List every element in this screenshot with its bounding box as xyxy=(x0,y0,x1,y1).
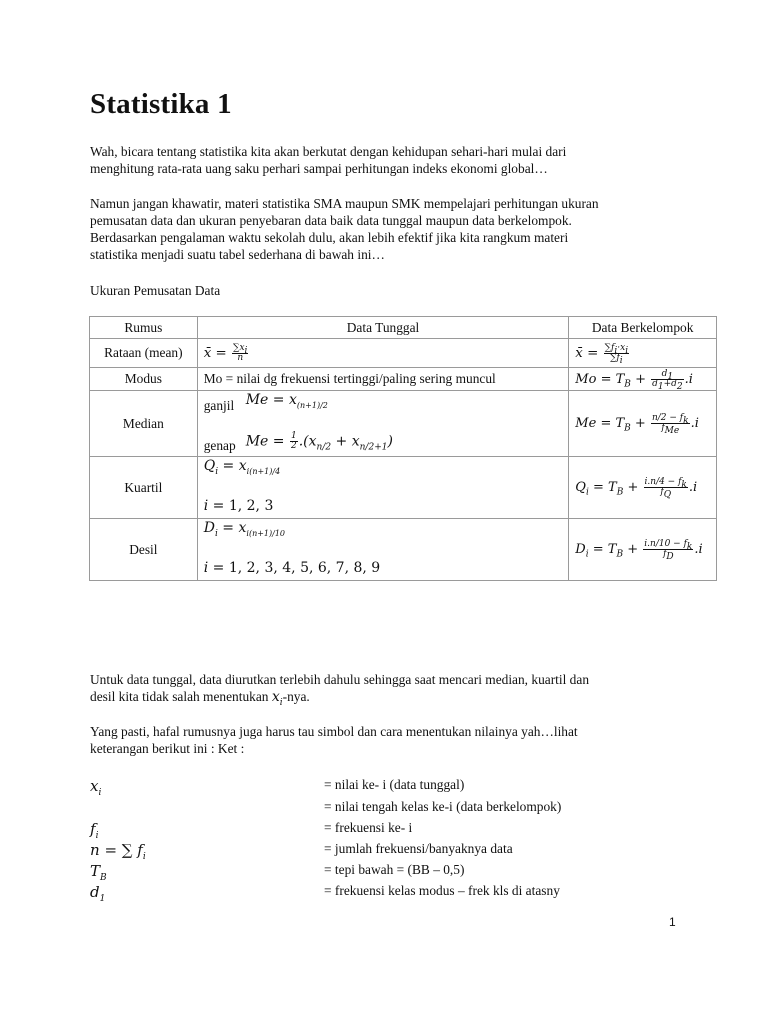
table-header-row xyxy=(90,317,717,339)
mean-tunggal-formula: x̄ = $\frac{\sum x_i}{n}$ xyxy=(197,339,569,368)
keterangan-row xyxy=(90,820,710,840)
formula-table xyxy=(89,316,717,581)
keterangan-desc: = tepi bawah = (BB – 0,5) xyxy=(324,862,465,877)
page-number: 1 xyxy=(669,915,676,929)
keterangan-desc: = frekuensi kelas modus – frek kls di atasny xyxy=(324,883,560,898)
fourth-line-2: keterangan berikut ini : Ket : xyxy=(90,741,245,756)
second-line-2: pemusatan data dan ukuran penyebaran data baik data tunggal maupun data berkelompok. xyxy=(90,213,572,228)
mean-label: Rataan (mean) xyxy=(90,339,198,368)
table-row-median xyxy=(90,391,717,457)
median-genap-label: genap xyxy=(203,438,236,453)
third-line-1: Untuk data tunggal, data diurutkan terlebih dahulu sehingga saat mencari median, kuartil dan xyxy=(90,672,590,687)
keterangan-desc: = nilai ke- i (data tunggal) xyxy=(324,777,465,792)
table-row-kuartil xyxy=(90,457,717,519)
intro-line-2: menghitung rata-rata uang saku perhari sampai perhitungan indeks ekonomi global… xyxy=(90,161,548,176)
keterangan-desc: = nilai tengah kelas ke-i (data berkelompok) xyxy=(324,799,562,814)
fourth-paragraph xyxy=(90,723,690,757)
mean-kelompok-formula: x̄ = $\frac{\sum f_i\cdot x_i}{\sum f_i}$ xyxy=(569,339,717,368)
section-subheading: Ukuran Pemusatan Data xyxy=(90,283,221,298)
third-line-2-pre: desil kita tidak salah menentukan xyxy=(90,689,272,704)
keterangan-desc: = frekuensi ke- i xyxy=(324,820,413,835)
keterangan-row xyxy=(90,862,710,882)
median-label: Median xyxy=(90,391,198,457)
modus-kelompok-formula: $Mo = T_B$ + $\frac{d_1}{d_1+d_2}$ .i xyxy=(569,368,717,391)
keterangan-row xyxy=(90,799,710,819)
keterangan-row xyxy=(90,841,710,861)
keterangan-desc: = jumlah frekuensi/banyaknya data xyxy=(324,841,513,856)
page-title: Statistika 1 xyxy=(90,88,232,120)
third-paragraph: Untuk data tunggal, data diurutkan terlebih dahulu sehingga saat mencari median, kuartil dan desil kita tidak salah menentukan $x_i$-nya. xyxy=(90,672,590,708)
symbol-d1: $d_1$ xyxy=(90,883,106,904)
header-rumus: Rumus xyxy=(90,317,198,339)
intro-line-1: Wah, bicara tentang statistika kita akan berkutat dengan kehidupan sehari-hari mulai dari xyxy=(90,144,567,159)
desil-kelompok-formula: $D_i = T_B$ + $\frac{i.n/10 - f_k}{f_D}$ .i xyxy=(569,519,717,581)
keterangan-row xyxy=(90,777,710,797)
header-data-tunggal: Data Tunggal xyxy=(197,317,569,339)
desil-label: Desil xyxy=(90,519,198,581)
third-line-2-post: -nya. xyxy=(282,689,310,704)
second-line-4: statistika menjadi suatu tabel sederhana di bawah ini… xyxy=(90,247,385,262)
desil-tunggal-formula: $D_i = x_{i(n+1)/10}$ i = 1, 2, 3, 4, 5, 6, 7, 8, 9 xyxy=(197,519,569,581)
fourth-line-1: Yang pasti, hafal rumusnya juga harus tau simbol dan cara menentukan nilainya yah…lihat xyxy=(90,724,578,739)
table-row-desil xyxy=(90,519,717,581)
symbol-xi: $x_i$ xyxy=(90,777,102,798)
intro-paragraph xyxy=(90,143,690,177)
table-row-mean xyxy=(90,339,717,368)
second-line-1: Namun jangan khawatir, materi statistika SMA maupun SMK mempelajari perhitungan ukuran xyxy=(90,196,599,211)
modus-label: Modus xyxy=(90,368,198,391)
desil-index-values: = 1, 2, 3, 4, 5, 6, 7, 8, 9 xyxy=(212,560,381,576)
modus-tunggal-text: Mo = nilai dg frekuensi tertinggi/paling sering muncul xyxy=(197,368,569,391)
symbol-n: n = ∑ $f_i$ xyxy=(90,841,146,862)
kuartil-label: Kuartil xyxy=(90,457,198,519)
median-kelompok-formula: $Me = T_B$ + $\frac{n/2 - f_k}{f_{Me}}$ .i xyxy=(569,391,717,457)
header-data-berkelompok: Data Berkelompok xyxy=(569,317,717,339)
kuartil-index-values: = 1, 2, 3 xyxy=(212,498,274,514)
kuartil-tunggal-formula: $Q_i = x_{i(n+1)/4}$ i = 1, 2, 3 xyxy=(197,457,569,519)
kuartil-kelompok-formula: $Q_i = T_B$ + $\frac{i.n/4 - f_k}{f_Q}$ .i xyxy=(569,457,717,519)
second-line-3: Berdasarkan pengalaman waktu sekolah dulu, akan lebih efektif jika kita rangkum materi xyxy=(90,230,569,245)
median-ganjil-label: ganjil xyxy=(203,398,235,413)
keterangan-row xyxy=(90,883,710,903)
second-paragraph xyxy=(90,195,690,263)
symbol-fi: $f_i$ xyxy=(90,820,99,841)
median-tunggal-formula: ganjil $Me = x_{(n+1)/2}$ genap Me = $\frac{1}{2}$ $.(x_{n/2} + x_{n/2+1})$ xyxy=(197,391,569,457)
table-row-modus xyxy=(90,368,717,391)
symbol-tb: $T_B$ xyxy=(90,862,107,883)
